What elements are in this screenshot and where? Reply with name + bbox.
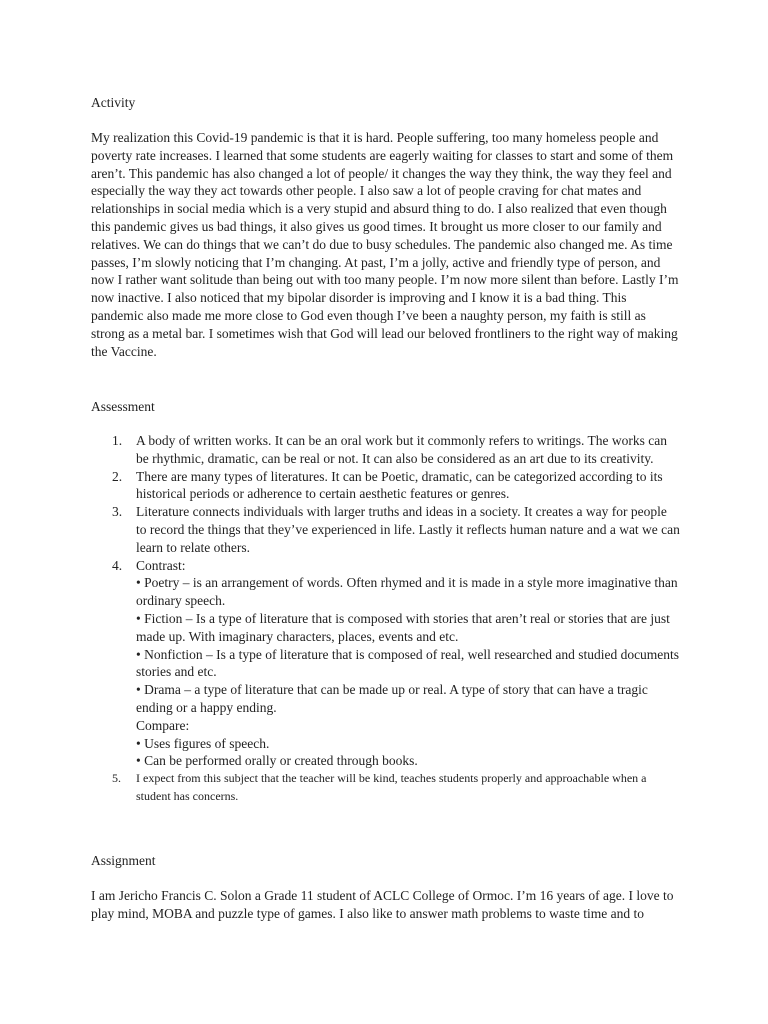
contrast-poetry: • Poetry – is an arrangement of words. Often rhymed and it is made in a style more imaginative than ordinary speech. <box>136 575 678 609</box>
assignment-paragraph: I am Jericho Francis C. Solon a Grade 11 student of ACLC College of Ormoc. I’m 16 years of age. I love to play mind, MOBA and puzzle type of games. I also like to answer math problems to waste time and to <box>91 888 674 921</box>
assessment-item-1 <box>90 432 680 468</box>
item-number: 1. <box>112 433 123 448</box>
assessment-heading: Assessment <box>91 399 155 414</box>
activity-heading: Activity <box>91 95 136 110</box>
compare-point-2: • Can be performed orally or created through books. <box>136 753 418 769</box>
item-number: 5. <box>112 771 121 786</box>
compare-point-1: • Uses figures of speech. <box>136 735 270 751</box>
contrast-drama: • Drama – a type of literature that can be made up or real. A type of story that can have a tragic ending or a happy ending. <box>136 682 648 715</box>
contrast-nonfiction: • Nonfiction – Is a type of literature that is composed of real, well researched and studied documents stories and etc. <box>136 646 680 680</box>
contrast-fiction: • Fiction – Is a type of literature that is composed with stories that aren’t real or stories that are just made up. With imaginary characters, places, events and etc. <box>136 610 670 644</box>
item-text: I expect from this subject that the teacher will be kind, teaches students properly and approachable when a student has concerns. <box>136 771 647 803</box>
contrast-label: Contrast: <box>136 557 186 573</box>
assessment-item-3 <box>90 503 680 556</box>
item-text: There are many types of literatures. It can be Poetic, dramatic, can be categorized according to its historical periods or adherence to certain aesthetic features or genres. <box>136 468 663 502</box>
assessment-list <box>90 432 680 805</box>
activity-paragraph: My realization this Covid-19 pandemic is that it is hard. People suffering, too many homeless people and poverty rate increases. I learned that some students are eagerly waiting for classes to start and some of them aren’t. This pandemic has also changed a lot of people/ it changes the way they think, the way they feel and especially the way they act towards other people. I also saw a lot of people craving for chat mates and relationships in social media which is a very stupid and absurd thing to do. I also realized that even though this pandemic gives us bad things, it also gives us good times. It brought us more closer to our family and relatives. We can do things that we can’t do due to busy schedules. The pandemic also changed me. As time passes, I’m slowly noticing that I’m changing. At past, I’m a jolly, active and friendly type of person, and now I rather want solitude than being out with too many people. I’m now more silent than before. Lastly I’m now inactive. I also noticed that my bipolar disorder is improving and I know it is a bad thing. This pandemic also made me more close to God even though I’ve been a naughty person, my faith is still as strong as a metal bar. I sometimes wish that God will lead our beloved frontliners to the right way of making the Vaccine. <box>91 130 679 359</box>
item-text: A body of written works. It can be an oral work but it commonly refers to writings. The works can be rhythmic, dramatic, can be real or not. It can also be considered as an art due to its creativity. <box>136 433 668 466</box>
assessment-item-4 <box>90 557 680 771</box>
assessment-item-5 <box>90 770 680 805</box>
item-text: Literature connects individuals with larger truths and ideas in a society. It creates a way for people to record the things that they’ve experienced in life. Lastly it reflects human nature and a wat we can learn to relate others. <box>136 504 680 555</box>
item-number: 2. <box>112 468 123 484</box>
assignment-heading: Assignment <box>91 853 156 868</box>
compare-label: Compare: <box>136 717 190 733</box>
item-number: 3. <box>112 504 123 520</box>
assessment-item-2 <box>90 468 680 504</box>
item-number: 4. <box>112 557 123 573</box>
